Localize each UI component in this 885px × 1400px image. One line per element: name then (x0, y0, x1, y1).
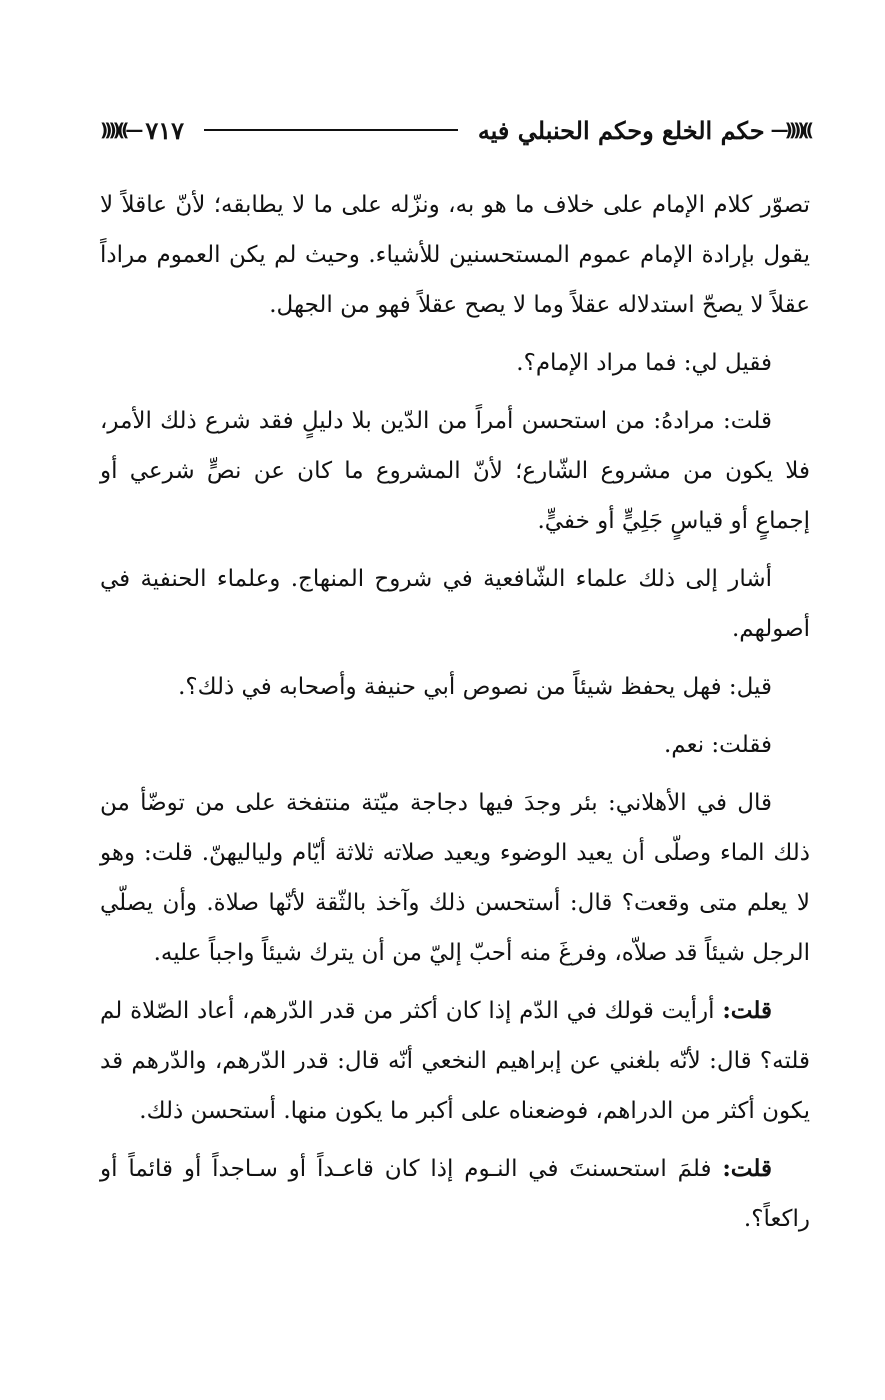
paragraph-text: أرأيت قولك في الدّم إذا كان أكثر من قدر الدّرهم، أعاد الصّلاة لم قلته؟ قال: لأنّه بلغني عن إبراهيم النخعي أنّه قال: قدر الدّرهم، والدّرهم قد يكون أكثر من الدراهم، فوضعناه على أكبر ما يكون منها. أستحسن ذلك. (100, 998, 810, 1124)
paragraph-text: قلت: مرادهُ: من استحسن أمراً من الدّين بلا دليلٍ فقد شرع ذلك الأمر، فلا يكون من مشروع الشّارع؛ لأنّ المشروع ما كان عن نصٍّ شرعي أو إجماعٍ أو قياسٍ جَلِيٍّ أو خفيٍّ. (100, 408, 810, 534)
running-header (100, 110, 810, 150)
page-number: ٧١٧ (145, 115, 185, 145)
paragraph-text: أشار إلى ذلك علماء الشّافعية في شروح المنهاج. وعلماء الحنفية في أصولهم. (100, 566, 810, 642)
paragraph-text: قال في الأهلاني: بئر وجدَ فيها دجاجة ميّتة منتفخة على من توضّأ من ذلك الماء وصلّى أن يعيد الوضوء ويعيد صلاته ثلاثة أيّام ولياليهنّ. قلت: وهو لا يعلم متى وقعت؟ قال: أستحسن ذلك وآخذ بالثّقة لأنّها صلاة. وأن يصلّي الرجل شيئاً قد صلاّه، وفرغَ منه أحبّ إليّ من أن يترك شيئاً واجباً عليه. (100, 790, 810, 966)
paragraph-text: فلمَ استحسنتَ في النـوم إذا كان قاعـداً أو سـاجداً أو قائماً أو راكعاً؟. (100, 1156, 810, 1232)
paragraph-text: فقيل لي: فما مراد الإمام؟. (516, 350, 772, 376)
paragraph (100, 338, 810, 388)
header-rule (204, 129, 458, 131)
paragraph-lead: قلت: (722, 1155, 772, 1182)
paragraph-lead: قلت: (722, 997, 772, 1024)
paragraph (100, 720, 810, 770)
paragraph-text: قيل: فهل يحفظ شيئاً من نصوص أبي حنيفة وأصحابه في ذلك؟. (178, 674, 772, 700)
header-ornament-left: ))))((— (100, 119, 140, 141)
paragraph (100, 396, 810, 546)
page-body (100, 180, 810, 1252)
paragraph (100, 986, 810, 1136)
paragraph (100, 778, 810, 978)
paragraph (100, 1144, 810, 1244)
paragraph (100, 662, 810, 712)
running-title: حكم الخلع وحكم الحنبلي فيه (477, 115, 765, 145)
paragraph-text: تصوّر كلام الإمام على خلاف ما هو به، ونزّله على ما لا يطابقه؛ لأنّ عاقلاً لا يقول بإرادة الإمام عموم المستحسنين للأشياء. وحيث لم يكن العموم مراداً عقلاً لا يصحّ استدلاله عقلاً وما لا يصح عقلاً فهو من الجهل. (100, 192, 810, 318)
paragraph-text: فقلت: نعم. (663, 732, 772, 758)
paragraph (100, 180, 810, 330)
header-ornament-right: —))))(( (770, 119, 810, 141)
paragraph (100, 554, 810, 654)
